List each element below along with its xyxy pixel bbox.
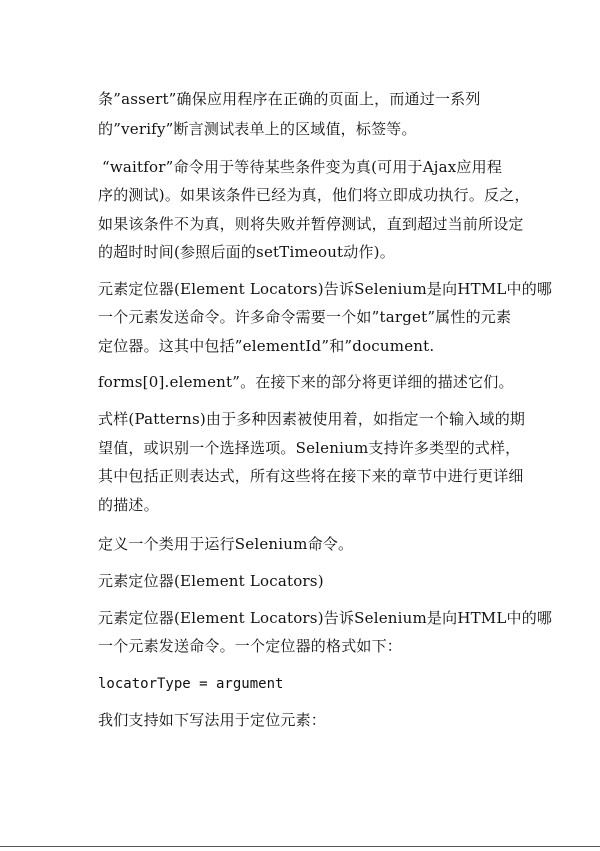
text-line: 定义一个类用于运行Selenium命令。 [98,535,354,553]
code-line: locatorType = argument [98,676,284,692]
text-line: 其中包括正则表达式，所有这些将在接下来的章节中进行更详细 [98,467,524,485]
text-line: 如果该条件不为真，则将失败并暂停测试，直到超过当前所设定 [98,215,524,233]
text-line: 我们支持如下写法用于定位元素： [98,711,327,729]
text-line: 的超时时间(参照后面的setTimeout动作)。 [98,243,395,261]
text-line: 的描述。 [98,496,159,514]
text-line: 条”assert”确保应用程序在正确的页面上，而通过一系列 [98,90,481,108]
text-line: forms[0].element”。在接下来的部分将更详细的描述它们。 [98,373,514,391]
text-line: 一个元素发送命令。一个定位器的格式如下： [98,637,403,655]
text-line: 一个元素发送命令。许多命令需要一个如”target”属性的元素 [98,308,512,326]
text-line: 定位器。这其中包括”elementId”和”document. [98,337,435,355]
footer-rule [0,846,600,847]
section-heading: 元素定位器(Element Locators) [98,572,324,590]
text-line: 元素定位器(Element Locators)告诉Selenium是向HTML中的哪 [98,280,553,298]
text-line: 式样(Patterns)由于多种因素被使用着，如指定一个输入域的期 [98,410,526,428]
text-line: 序的测试)。如果该条件已经为真，他们将立即成功执行。反之， [98,186,530,204]
text-line: 望值，或识别一个选择选项。Selenium支持许多类型的式样， [98,439,521,457]
text-line: 的”verify”断言测试表单上的区域值，标签等。 [98,120,417,138]
text-line: “waitfor”命令用于等待某些条件变为真(可用于Ajax应用程 [102,158,503,176]
text-line: 元素定位器(Element Locators)告诉Selenium是向HTML中的哪 [98,609,553,627]
